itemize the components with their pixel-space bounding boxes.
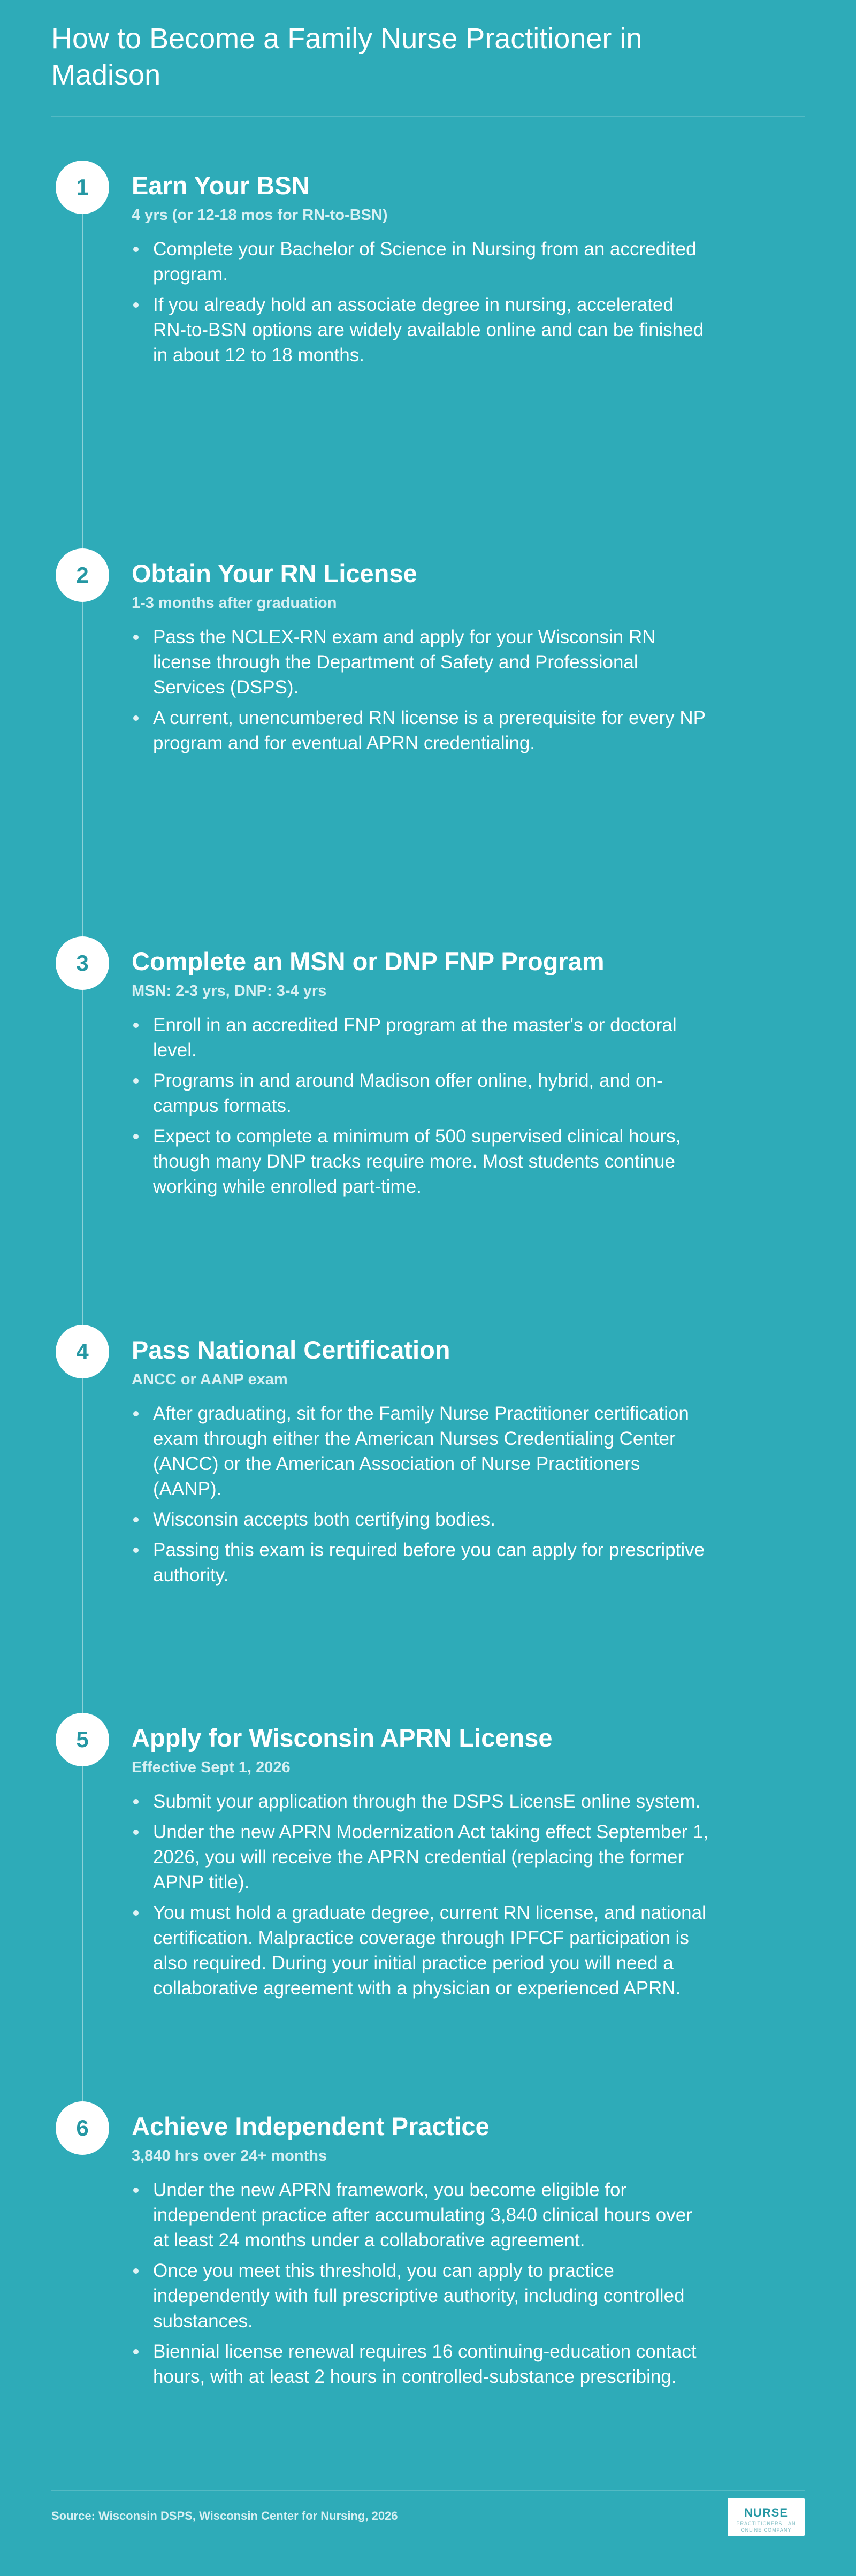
step-3-number: 3 <box>56 936 109 990</box>
step-1-title: Earn Your BSN <box>132 171 310 200</box>
step-5-bullets <box>132 1789 709 2001</box>
step-3-bullet-2: Programs in and around Madison offer online, hybrid, and on-campus formats. <box>132 1068 709 1118</box>
step-4-title: Pass National Certification <box>132 1336 450 1364</box>
footer-divider <box>51 2490 805 2491</box>
step-2-bullet-1: Pass the NCLEX-RN exam and apply for your Wisconsin RN license through the Department of Safety and Professional Services (DSPS). <box>132 624 709 700</box>
step-3-bullet-3: Expect to complete a minimum of 500 supervised clinical hours, though many DNP tracks require more. Most students continue working while enrolled part-time. <box>132 1124 709 1199</box>
step-3-bullet-1: Enroll in an accredited FNP program at the master's or doctoral level. <box>132 1012 709 1063</box>
step-4-number: 4 <box>56 1325 109 1378</box>
step-2-duration: 1-3 months after graduation <box>132 595 337 612</box>
step-2-number: 2 <box>56 548 109 602</box>
step-1-duration: 4 yrs (or 12-18 mos for RN-to-BSN) <box>132 207 388 224</box>
step-1-bullet-2: If you already hold an associate degree in nursing, accelerated RN-to-BSN options are widely available online and can be finished in about 12 to 18 months. <box>132 292 709 368</box>
step-5-duration: Effective Sept 1, 2026 <box>132 1759 291 1776</box>
step-4-duration: ANCC or AANP exam <box>132 1371 288 1388</box>
step-3-bullets <box>132 1012 709 1199</box>
step-2-title: Obtain Your RN License <box>132 559 417 588</box>
brand-logo <box>728 2498 805 2536</box>
step-6-bullet-1: Under the new APRN framework, you become eligible for independent practice after accumulating 3,840 clinical hours over at least 24 months under a collaborative agreement. <box>132 2177 709 2253</box>
step-4-bullet-3: Passing this exam is required before you can apply for prescriptive authority. <box>132 1537 709 1588</box>
logo-wordmark: NURSE <box>744 2506 788 2519</box>
step-2-bullets <box>132 624 709 756</box>
page-title: How to Become a Family Nurse Practitioner in Madison <box>51 22 643 91</box>
step-5-title: Apply for Wisconsin APRN License <box>132 1724 553 1752</box>
step-6-duration: 3,840 hrs over 24+ months <box>132 2147 327 2165</box>
step-6-number: 6 <box>56 2101 109 2155</box>
title-divider <box>51 116 805 117</box>
step-5-bullet-1: Submit your application through the DSPS LicensE online system. <box>132 1789 709 1814</box>
step-6-bullet-2: Once you meet this threshold, you can apply to practice independently with full prescriptive authority, including controlled substances. <box>132 2258 709 2334</box>
logo-tagline: PRACTITIONERS · AN ONLINE COMPANY <box>736 2521 796 2533</box>
step-4-bullets <box>132 1401 709 1588</box>
step-4-bullet-2: Wisconsin accepts both certifying bodies. <box>132 1507 709 1532</box>
step-4-bullet-1: After graduating, sit for the Family Nurse Practitioner certification exam through either the American Nurses Credentialing Center (ANCC) or the American Association of Nurse Practitioners (AANP). <box>132 1401 709 1502</box>
step-5-bullet-2: Under the new APRN Modernization Act taking effect September 1, 2026, you will receive the APRN credential (replacing the former APNP title). <box>132 1819 709 1895</box>
step-1-number: 1 <box>56 161 109 214</box>
step-1-bullet-1: Complete your Bachelor of Science in Nursing from an accredited program. <box>132 237 709 287</box>
step-5-bullet-3: You must hold a graduate degree, current RN license, and national certification. Malpractice coverage through IPFCF participation is also required. During your initial practice period you will need a collaborative agreement with a physician or experienced APRN. <box>132 1900 709 2001</box>
step-1-bullets <box>132 237 709 368</box>
step-2-bullet-2: A current, unencumbered RN license is a prerequisite for every NP program and for eventual APRN credentialing. <box>132 705 709 756</box>
step-6-bullet-3: Biennial license renewal requires 16 continuing-education contact hours, with at least 2 hours in controlled-substance prescribing. <box>132 2339 709 2389</box>
step-6-bullets <box>132 2177 709 2389</box>
timeline-line <box>82 177 83 2108</box>
step-3-duration: MSN: 2-3 yrs, DNP: 3-4 yrs <box>132 982 327 1000</box>
step-5-number: 5 <box>56 1713 109 1766</box>
source-note: Source: Wisconsin DSPS, Wisconsin Center for Nursing, 2026 <box>51 2509 398 2522</box>
step-6-title: Achieve Independent Practice <box>132 2112 490 2140</box>
step-3-title: Complete an MSN or DNP FNP Program <box>132 947 605 975</box>
